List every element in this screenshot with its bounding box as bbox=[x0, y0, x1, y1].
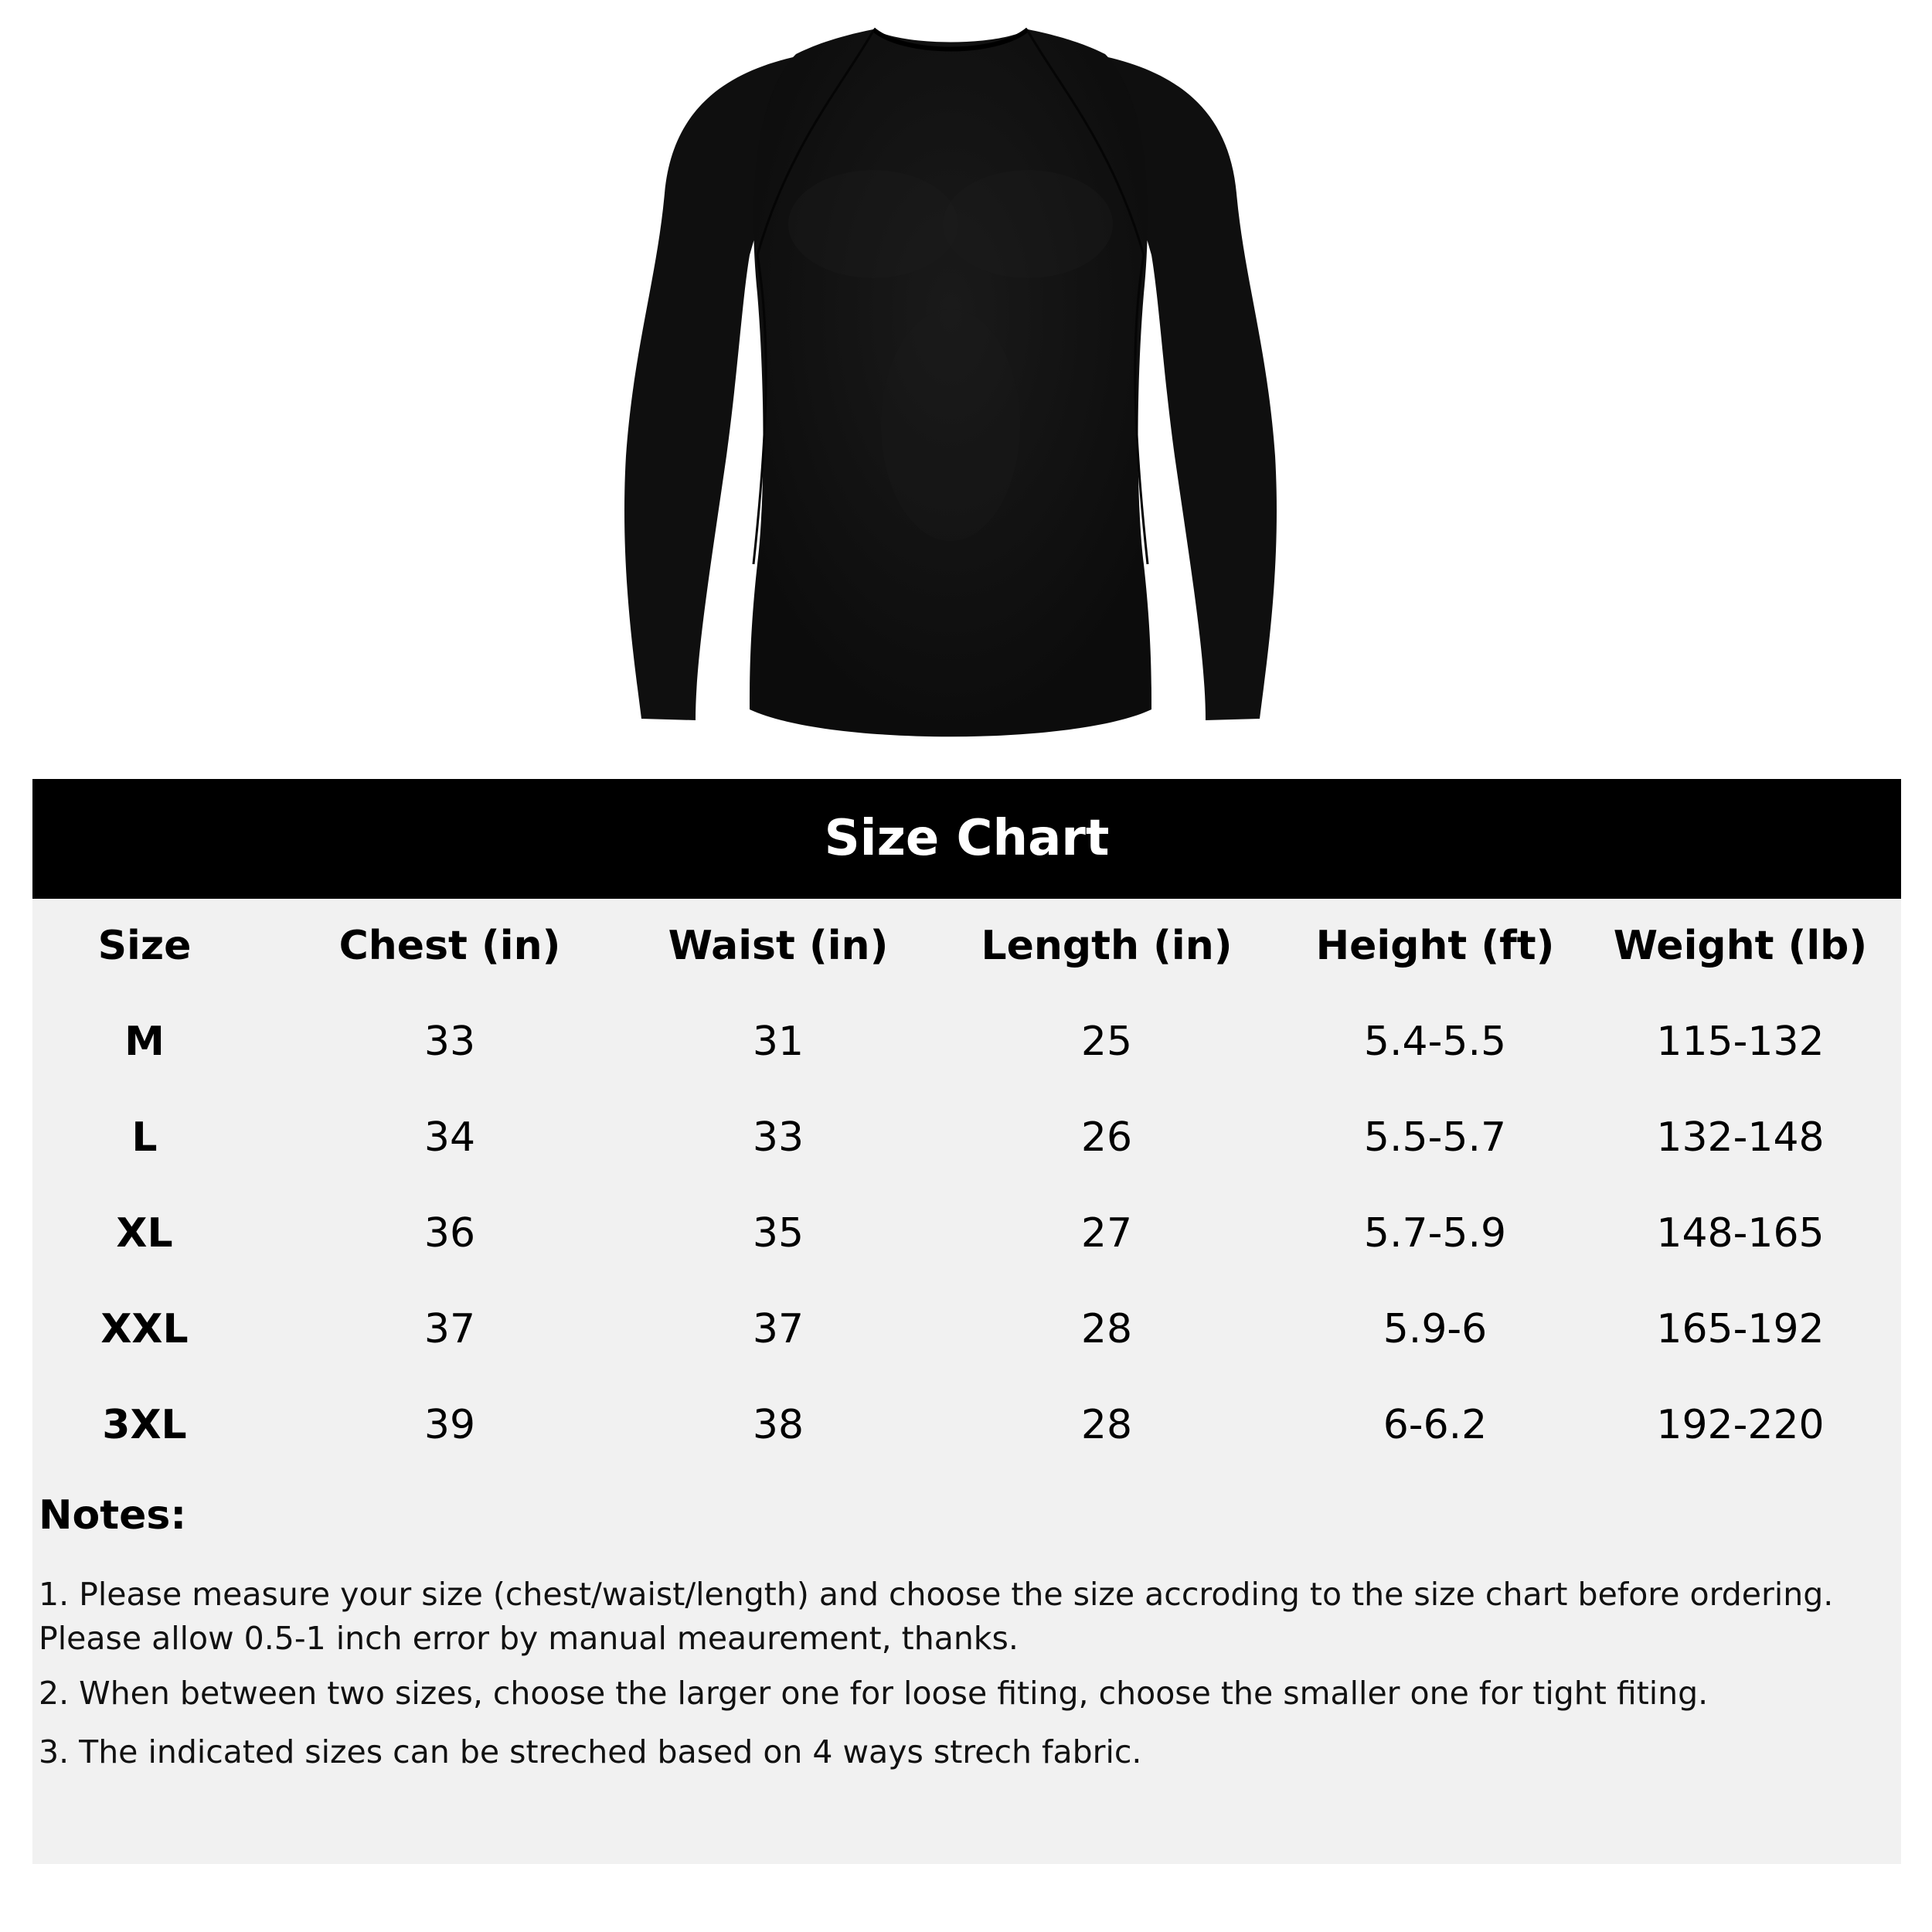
size-chart-panel bbox=[32, 779, 1901, 1864]
height-cell: 5.4-5.5 bbox=[1363, 1019, 1507, 1065]
weight-cell: 165-192 bbox=[1656, 1306, 1825, 1352]
length-cell: 26 bbox=[1080, 1114, 1133, 1161]
waist-cell: 38 bbox=[752, 1402, 804, 1448]
size-chart-title: Size Chart bbox=[32, 779, 1901, 899]
note-item: 3. The indicated sizes can be streched based on 4 ways strech fabric. bbox=[39, 1733, 1142, 1770]
size-cell: 3XL bbox=[102, 1402, 187, 1448]
length-cell: 27 bbox=[1080, 1210, 1133, 1257]
weight-cell: 132-148 bbox=[1656, 1114, 1825, 1161]
long-sleeve-shirt-image bbox=[611, 23, 1291, 750]
size-cell: M bbox=[124, 1019, 165, 1065]
height-cell: 6-6.2 bbox=[1383, 1402, 1488, 1448]
table-row bbox=[32, 1103, 1901, 1172]
size-cell: L bbox=[131, 1114, 158, 1161]
chest-cell: 34 bbox=[423, 1114, 476, 1161]
length-cell: 25 bbox=[1080, 1019, 1133, 1065]
chest-cell: 33 bbox=[423, 1019, 476, 1065]
waist-cell: 31 bbox=[752, 1019, 804, 1065]
table-row bbox=[32, 1199, 1901, 1268]
table-row bbox=[32, 1007, 1901, 1077]
height-cell: 5.7-5.9 bbox=[1363, 1210, 1507, 1257]
note-item: 2. When between two sizes, choose the larger one for loose fiting, choose the smaller one for tight fiting. bbox=[39, 1675, 1709, 1712]
length-cell: 28 bbox=[1080, 1306, 1133, 1352]
note-item: 1. Please measure your size (chest/waist/length) and choose the size accroding to the size chart before ordering. Please allow 0.5-1 inch error by manual meaurement, thanks. bbox=[39, 1576, 1834, 1657]
table-row bbox=[32, 1294, 1901, 1364]
column-header-chest: Chest (in) bbox=[338, 923, 561, 969]
size-cell: XL bbox=[116, 1210, 173, 1257]
waist-cell: 35 bbox=[752, 1210, 804, 1257]
length-cell: 28 bbox=[1080, 1402, 1133, 1448]
chest-cell: 36 bbox=[423, 1210, 476, 1257]
table-header-row bbox=[32, 911, 1901, 981]
column-header-waist: Waist (in) bbox=[668, 923, 889, 969]
waist-cell: 37 bbox=[752, 1306, 804, 1352]
weight-cell: 115-132 bbox=[1656, 1019, 1825, 1065]
size-cell: XXL bbox=[100, 1306, 189, 1352]
height-cell: 5.9-6 bbox=[1383, 1306, 1488, 1352]
chest-cell: 37 bbox=[423, 1306, 476, 1352]
column-header-size: Size bbox=[97, 923, 192, 969]
notes-title: Notes: bbox=[39, 1492, 187, 1539]
column-header-height: Height (ft) bbox=[1315, 923, 1555, 969]
height-cell: 5.5-5.7 bbox=[1363, 1114, 1507, 1161]
column-header-length: Length (in) bbox=[981, 923, 1233, 969]
column-header-weight: Weight (lb) bbox=[1613, 923, 1868, 969]
waist-cell: 33 bbox=[752, 1114, 804, 1161]
weight-cell: 192-220 bbox=[1656, 1402, 1825, 1448]
weight-cell: 148-165 bbox=[1656, 1210, 1825, 1257]
chest-cell: 39 bbox=[423, 1402, 476, 1448]
table-row bbox=[32, 1390, 1901, 1460]
